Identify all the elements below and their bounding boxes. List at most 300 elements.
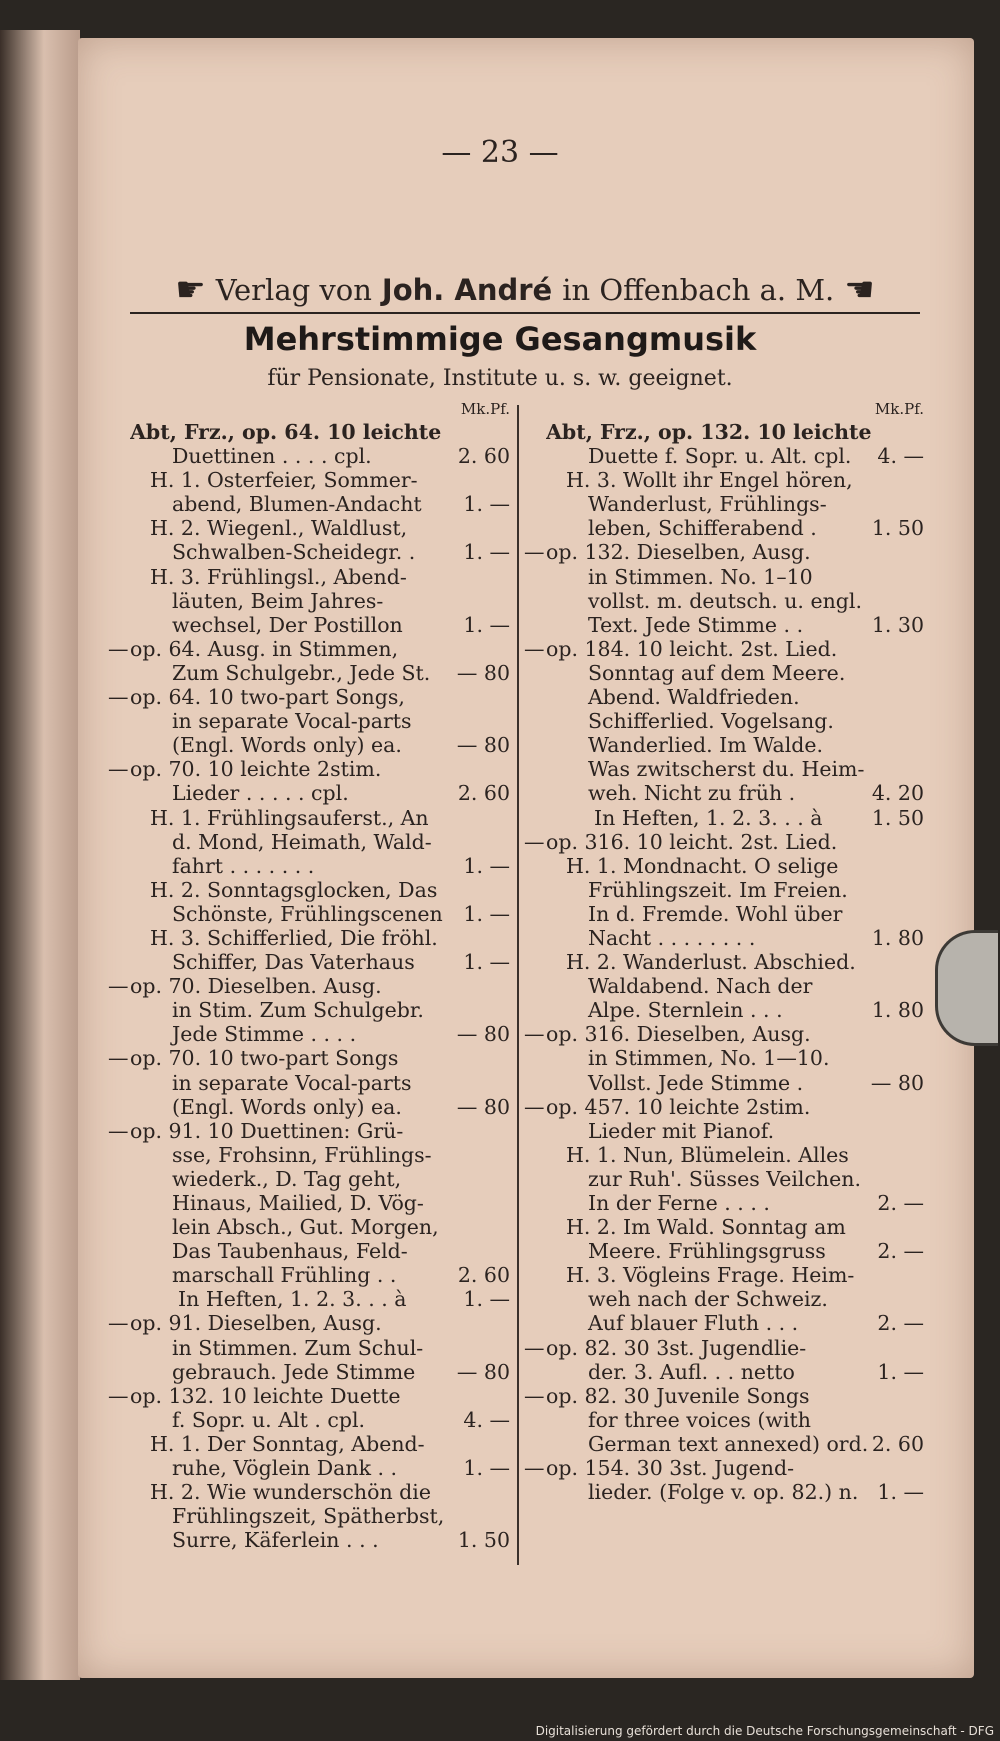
entry-price (458, 998, 510, 1022)
catalog-line (524, 1239, 924, 1263)
entry-price (872, 974, 924, 998)
entry-text: op. 64. Ausg. in Stimmen, (130, 636, 399, 661)
entry-text: Lieder mit Pianof. (588, 1118, 775, 1143)
entry-dash: — (524, 829, 545, 854)
entry-price: 4. 20 (871, 781, 924, 806)
entry-text: In Heften, 1. 2. 3. . . à (178, 1287, 407, 1312)
entry-text: Wanderlust, Frühlings- (588, 492, 827, 517)
column-divider (517, 405, 519, 1565)
entry-text: op. 82. 30 Juvenile Songs (546, 1383, 810, 1408)
section-subheading: für Pensionate, Institute u. s. w. geeignet. (267, 366, 733, 391)
entry-price: 4. — (463, 1407, 510, 1432)
entry-text: op. 316. 10 leicht. 2st. Lied. (546, 829, 838, 854)
catalog-line (108, 757, 510, 781)
entry-dash (108, 613, 130, 637)
entry-dash: — (524, 1383, 545, 1408)
entry-text: der. 3. Aufl. . . netto (588, 1359, 795, 1384)
entry-text: op. 132. Dieselben, Ausg. (546, 540, 811, 565)
entry-text: in separate Vocal-parts (172, 709, 412, 734)
entry-text: H. 2. Wiegenl., Waldlust, (150, 516, 408, 541)
entry-text: lein Absch., Gut. Morgen, (172, 1215, 439, 1240)
entry-dash (108, 998, 130, 1022)
entry-price (458, 1143, 510, 1167)
catalog-line (108, 1480, 510, 1504)
catalog-line (524, 1432, 924, 1456)
entry-dash: — (524, 1456, 545, 1481)
entry-dash (524, 1432, 546, 1456)
catalog-line (108, 1360, 510, 1384)
entry-dash (108, 540, 130, 564)
catalog-line (108, 998, 510, 1022)
catalog-line (108, 540, 510, 564)
entry-text: H. 1. Mondnacht. O selige (566, 853, 839, 878)
entry-dash (108, 926, 130, 950)
entry-price: 1. — (463, 612, 510, 637)
entry-dash (524, 709, 546, 733)
entry-price: 1. — (463, 950, 510, 975)
entry-price (872, 1143, 924, 1167)
catalog-line (524, 1143, 924, 1167)
catalog-line (524, 757, 924, 781)
entry-text: op. 457. 10 leichte 2stim. (546, 1094, 811, 1119)
entry-text: op. 132. 10 leichte Duette (130, 1383, 401, 1408)
left-column (108, 398, 510, 1552)
catalog-line (524, 1071, 924, 1095)
entry-dash (108, 1504, 130, 1528)
entry-price (458, 1504, 510, 1528)
entry-text: H. 1. Osterfeier, Sommer- (150, 468, 418, 493)
catalog-line (108, 806, 510, 830)
entry-text: H. 2. Sonntagsglocken, Das (150, 877, 438, 902)
entry-price (458, 830, 510, 854)
entry-dash (108, 1336, 130, 1360)
right-entries (524, 420, 924, 1504)
entry-dash (108, 492, 130, 516)
entry-text: op. 64. 10 two-part Songs, (130, 685, 405, 710)
entry-price (458, 757, 510, 781)
catalog-line (108, 516, 510, 540)
entry-price (458, 1432, 510, 1456)
entry-price: 2. 60 (457, 1263, 510, 1288)
catalog-line (108, 1384, 510, 1408)
book-spine (0, 30, 80, 1680)
entry-price: 2. 60 (457, 444, 510, 469)
unit-label: Mk.Pf. (460, 400, 510, 418)
entry-price (872, 878, 924, 902)
entry-text: wechsel, Der Postillon (172, 612, 403, 637)
entry-text: Schwalben-Scheidegr. . (172, 540, 416, 565)
entry-text: op. 70. 10 leichte 2stim. (130, 757, 382, 782)
entry-price (458, 685, 510, 709)
entry-price (872, 1046, 924, 1070)
entry-price (458, 1336, 510, 1360)
catalog-line (108, 1143, 510, 1167)
catalog-line (524, 1480, 924, 1504)
entry-text: op. 70. 10 two-part Songs (130, 1046, 399, 1071)
catalog-line (108, 1456, 510, 1480)
catalog-line (524, 1167, 924, 1191)
entry-text: in separate Vocal-parts (172, 1070, 412, 1095)
catalog-line (524, 661, 924, 685)
entry-dash (108, 950, 130, 974)
entry-dash (524, 757, 546, 781)
entry-text: wiederk., D. Tag geht, (172, 1166, 402, 1191)
catalog-line (108, 854, 510, 878)
entry-text: Abt, Frz., op. 132. 10 leichte (546, 420, 872, 444)
entry-dash (524, 1143, 546, 1167)
entry-price (872, 661, 924, 685)
entry-dash (108, 420, 130, 444)
entry-dash (524, 492, 546, 516)
entry-text: Abend. Waldfrieden. (588, 685, 800, 710)
entry-price (872, 1167, 924, 1191)
page-tab-marker (935, 930, 998, 1046)
entry-price (872, 1095, 924, 1119)
entry-price (458, 1046, 510, 1070)
entry-dash: — (108, 1046, 129, 1071)
catalog-line (524, 589, 924, 613)
entry-dash (524, 589, 546, 613)
entry-text: H. 2. Wanderlust. Abschied. (566, 950, 856, 975)
entry-text: Duettinen . . . . cpl. (172, 444, 372, 469)
entry-price (872, 492, 924, 516)
entry-dash (108, 1287, 130, 1311)
entry-dash (108, 854, 130, 878)
catalog-line (524, 1263, 924, 1287)
entry-dash (108, 781, 130, 805)
entry-price: 4. — (877, 444, 924, 469)
entry-dash: — (108, 1311, 129, 1336)
entry-text: In der Ferne . . . . (588, 1191, 770, 1215)
catalog-line (524, 902, 924, 926)
entry-text: Schiffer, Das Vaterhaus (172, 950, 415, 975)
entry-text: Auf blauer Fluth . . . (588, 1311, 799, 1336)
entry-price: 1. 50 (457, 1528, 510, 1553)
entry-text: gebrauch. Jede Stimme (172, 1359, 416, 1384)
catalog-line (524, 444, 924, 468)
entry-price (872, 854, 924, 878)
entry-price (872, 1215, 924, 1239)
entry-dash (108, 565, 130, 589)
entry-price: — 80 (456, 733, 510, 758)
entry-text: in Stimmen. No. 1–10 (588, 564, 813, 589)
entry-dash (524, 926, 546, 950)
entry-dash (524, 661, 546, 685)
entry-text: weh nach der Schweiz. (588, 1287, 828, 1312)
entry-price: — 80 (456, 1022, 510, 1047)
entry-dash (524, 1119, 546, 1143)
entry-dash (108, 733, 130, 757)
entry-price: 1. 50 (871, 805, 924, 830)
entry-text: Vollst. Jede Stimme . (588, 1070, 804, 1095)
entry-dash (524, 1263, 546, 1287)
catalog-line (524, 516, 924, 540)
entry-dash (524, 1071, 546, 1095)
entry-dash (108, 1432, 130, 1456)
catalog-line (108, 1119, 510, 1143)
entry-text: Wanderlied. Im Walde. (588, 733, 824, 758)
catalog-line (524, 420, 924, 444)
entry-price (872, 1456, 924, 1480)
catalog-line (108, 1408, 510, 1432)
catalog-line (524, 926, 924, 950)
entry-text: in Stimmen. Zum Schul- (172, 1335, 424, 1360)
catalog-line (108, 1336, 510, 1360)
entry-price (458, 806, 510, 830)
entry-text: In Heften, 1. 2. 3. . . à (594, 805, 823, 830)
entry-price: 1. — (463, 492, 510, 517)
catalog-line (108, 637, 510, 661)
catalog-line (524, 1215, 924, 1239)
entry-dash (524, 613, 546, 637)
entry-dash (108, 806, 130, 830)
entry-text: in Stim. Zum Schulgebr. (172, 998, 424, 1023)
entry-price: — 80 (456, 1094, 510, 1119)
entry-dash: — (524, 1335, 545, 1360)
entry-text: op. 91. 10 Duettinen: Grü- (130, 1118, 404, 1143)
entry-dash: — (108, 974, 129, 999)
entry-text: H. 3. Frühlingsl., Abend- (150, 564, 407, 589)
entry-text: d. Mond, Heimath, Wald- (172, 829, 432, 854)
catalog-line (108, 1191, 510, 1215)
catalog-line (108, 492, 510, 516)
catalog-line (108, 1095, 510, 1119)
catalog-line (108, 1263, 510, 1287)
entry-dash (524, 854, 546, 878)
catalog-line (108, 902, 510, 926)
catalog-line (524, 733, 924, 757)
entry-text: op. 91. Dieselben, Ausg. (130, 1311, 382, 1336)
page-number: — 23 — (441, 135, 559, 170)
catalog-line (524, 1360, 924, 1384)
entry-dash (108, 589, 130, 613)
entry-text: vollst. m. deutsch. u. engl. (588, 588, 862, 613)
entry-text: Frühlingszeit, Spätherbst, (172, 1504, 445, 1529)
entry-text: H. 3. Vögleins Frage. Heim- (566, 1263, 855, 1288)
entry-text: (Engl. Words only) ea. (172, 1094, 402, 1119)
unit-label: Mk.Pf. (874, 400, 924, 418)
catalog-line (524, 1046, 924, 1070)
entry-dash (524, 444, 546, 468)
entry-dash: — (524, 540, 545, 565)
catalog-line (108, 1239, 510, 1263)
right-column (524, 398, 924, 1504)
catalog-line (524, 468, 924, 492)
entry-price (872, 757, 924, 781)
entry-text: weh. Nicht zu früh . (588, 781, 796, 806)
catalog-line (524, 998, 924, 1022)
entry-dash (108, 830, 130, 854)
entry-price: 1. — (463, 1456, 510, 1481)
entry-text: Jede Stimme . . . . (172, 1022, 357, 1047)
entry-text: ruhe, Vöglein Dank . . (172, 1456, 398, 1481)
entry-dash (524, 1311, 546, 1335)
catalog-line (524, 1456, 924, 1480)
entry-dash (108, 661, 130, 685)
entry-text: H. 1. Nun, Blümelein. Alles (566, 1142, 849, 1167)
entry-text: Zum Schulgebr., Jede St. (172, 660, 431, 685)
catalog-line (524, 1119, 924, 1143)
entry-price (458, 420, 510, 444)
entry-dash (108, 516, 130, 540)
entry-text: H. 3. Wollt ihr Engel hören, (566, 468, 853, 493)
entry-price (872, 950, 924, 974)
catalog-line (108, 420, 510, 444)
entry-dash: — (108, 685, 129, 710)
entry-text: fahrt . . . . . . . (172, 853, 315, 878)
catalog-line (108, 926, 510, 950)
entry-dash (524, 1239, 546, 1263)
publisher-name: Joh. André (381, 273, 553, 307)
entry-dash: — (108, 757, 129, 782)
entry-price (458, 468, 510, 492)
entry-price (458, 1215, 510, 1239)
entry-dash (524, 950, 546, 974)
entry-dash (108, 1528, 130, 1552)
entry-dash (524, 468, 546, 492)
entry-dash (524, 806, 546, 830)
entry-price (458, 1239, 510, 1263)
entry-price (872, 902, 924, 926)
entry-dash (524, 998, 546, 1022)
entry-text: Schifferlied. Vogelsang. (588, 709, 834, 734)
catalog-line (108, 1167, 510, 1191)
entry-text: op. 70. Dieselben. Ausg. (130, 974, 382, 999)
entry-dash (524, 1360, 546, 1384)
entry-dash (108, 1456, 130, 1480)
entry-price (458, 1191, 510, 1215)
entry-dash: — (524, 1094, 545, 1119)
catalog-line (524, 878, 924, 902)
catalog-line (108, 589, 510, 613)
entry-price: 1. 80 (871, 925, 924, 950)
pointing-hand-left-icon: ☚ (844, 270, 875, 310)
entry-text: In d. Fremde. Wohl über (588, 901, 843, 926)
entry-text: H. 3. Schifferlied, Die fröhl. (150, 925, 438, 950)
entry-text: op. 82. 30 3st. Jugendlie- (546, 1335, 807, 1360)
entry-dash (108, 1263, 130, 1287)
entry-dash (524, 1046, 546, 1070)
entry-text: lieder. (Folge v. op. 82.) n. (588, 1480, 859, 1505)
entry-price (458, 516, 510, 540)
entry-dash (108, 878, 130, 902)
entry-price (872, 830, 924, 854)
entry-text: op. 154. 30 3st. Jugend- (546, 1456, 795, 1481)
entry-price: — 80 (870, 1070, 924, 1095)
catalog-line (108, 685, 510, 709)
entry-dash (108, 1095, 130, 1119)
entry-dash (108, 1360, 130, 1384)
catalog-line (524, 613, 924, 637)
entry-text: Schönste, Frühlingscenen (172, 901, 443, 926)
entry-text: Nacht . . . . . . . . (588, 925, 756, 950)
entry-dash (524, 902, 546, 926)
catalog-line (524, 974, 924, 998)
entry-dash (108, 1167, 130, 1191)
catalog-line (524, 709, 924, 733)
catalog-line (524, 1095, 924, 1119)
entry-price: — 80 (456, 1359, 510, 1384)
catalog-line (108, 468, 510, 492)
entry-dash (108, 709, 130, 733)
entry-price: 2. 60 (871, 1431, 924, 1456)
entry-dash (108, 1191, 130, 1215)
entry-text: H. 1. Der Sonntag, Abend- (150, 1431, 425, 1456)
entry-price (458, 589, 510, 613)
catalog-line (108, 1046, 510, 1070)
entry-dash (108, 1480, 130, 1504)
entry-price (872, 1336, 924, 1360)
entry-price (872, 1119, 924, 1143)
entry-dash (524, 878, 546, 902)
entry-dash: — (108, 1118, 129, 1143)
entry-text: Frühlingszeit. Im Freien. (588, 877, 848, 902)
entry-text: zur Ruh'. Süsses Veilchen. (588, 1166, 861, 1191)
entry-price (872, 540, 924, 564)
entry-dash (108, 1071, 130, 1095)
entry-dash (108, 444, 130, 468)
entry-price: 1. 80 (871, 998, 924, 1023)
catalog-line (524, 830, 924, 854)
entry-dash (108, 1239, 130, 1263)
entry-text: Was zwitscherst du. Heim- (588, 757, 865, 782)
entry-price (872, 468, 924, 492)
entry-price (872, 565, 924, 589)
catalog-line (108, 1528, 510, 1552)
left-entries (108, 420, 510, 1552)
entry-price: 1. 50 (871, 516, 924, 541)
entry-price: 1. — (463, 1287, 510, 1312)
entry-text: Text. Jede Stimme . . (588, 612, 804, 637)
entry-text: German text annexed) ord. (588, 1431, 868, 1456)
catalog-line (108, 733, 510, 757)
entry-text: H. 2. Im Wald. Sonntag am (566, 1215, 846, 1240)
entry-price (458, 926, 510, 950)
entry-text: abend, Blumen-Andacht (172, 492, 422, 517)
entry-dash (524, 1480, 546, 1504)
entry-price (458, 709, 510, 733)
entry-dash (524, 1215, 546, 1239)
entry-text: läuten, Beim Jahres- (172, 588, 384, 613)
digitization-footer: Digitalisierung gefördert durch die Deutsche Forschungsgemeinschaft - DFG (535, 1724, 994, 1738)
entry-dash (524, 516, 546, 540)
entry-price (458, 1311, 510, 1335)
entry-price (872, 1263, 924, 1287)
entry-price (458, 1071, 510, 1095)
entry-text: Sonntag auf dem Meere. (588, 660, 846, 685)
catalog-line (108, 444, 510, 468)
catalog-line (524, 1408, 924, 1432)
entry-price (458, 974, 510, 998)
entry-text: Waldabend. Nach der (588, 974, 813, 999)
entry-price: — 80 (456, 660, 510, 685)
entry-price (458, 1480, 510, 1504)
catalog-line (524, 854, 924, 878)
catalog-line (108, 1504, 510, 1528)
catalog-line (524, 1022, 924, 1046)
catalog-line (524, 1384, 924, 1408)
entry-dash (108, 1408, 130, 1432)
entry-dash: — (108, 636, 129, 661)
entry-price (872, 685, 924, 709)
pointing-hand-icon: ☛ (175, 270, 206, 310)
catalog-line (524, 1287, 924, 1311)
entry-price (872, 1287, 924, 1311)
catalog-line (108, 613, 510, 637)
catalog-line (108, 1287, 510, 1311)
catalog-line (108, 565, 510, 589)
entry-price (458, 637, 510, 661)
